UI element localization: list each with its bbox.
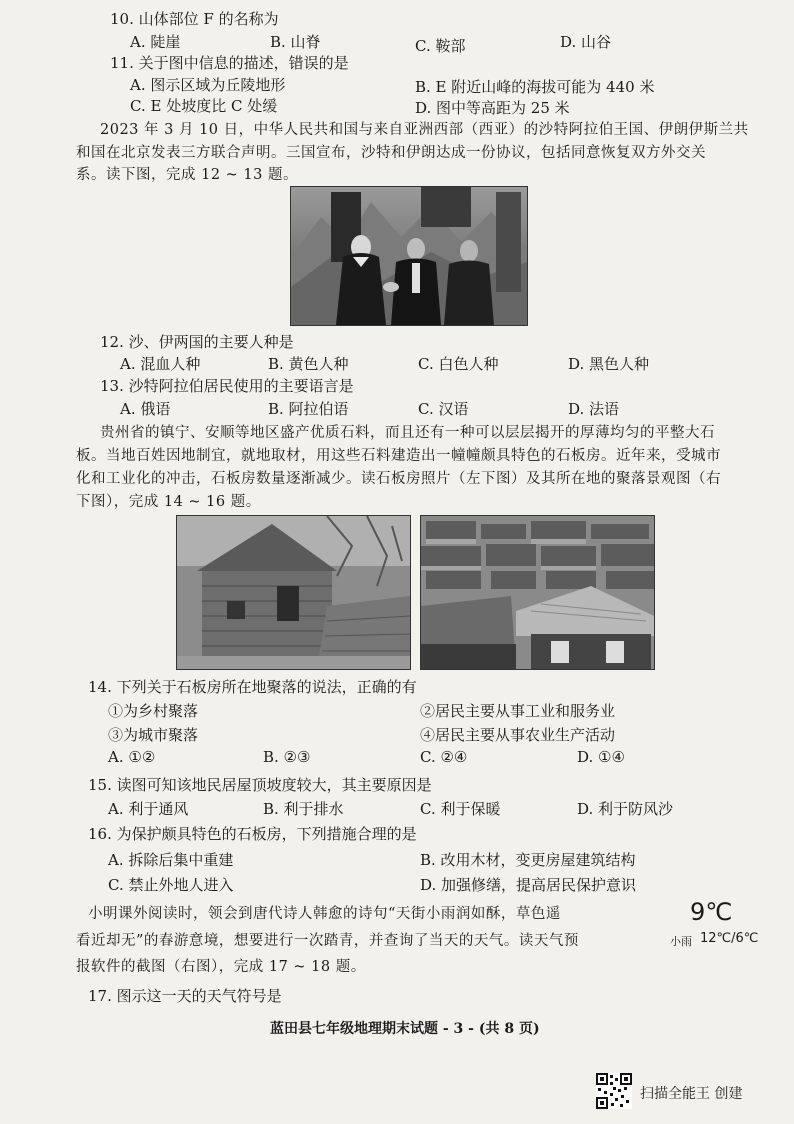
q10-option-b: B. 山脊 bbox=[270, 33, 321, 51]
q14-option-b: B. ②③ bbox=[263, 748, 311, 766]
q13-option-d: D. 法语 bbox=[568, 400, 620, 418]
passage3-line-3: 报软件的截图（右图），完成 17 ~ 18 题。 bbox=[76, 959, 366, 975]
weather-range: 12℃/6℃ bbox=[700, 931, 759, 946]
q12-stem: 12. 沙、伊两国的主要人种是 bbox=[100, 333, 294, 351]
q10-option-a: A. 陡崖 bbox=[130, 33, 181, 51]
q13-option-c: C. 汉语 bbox=[418, 400, 469, 418]
weather-description: 小雨 bbox=[670, 935, 692, 948]
q14-item-1: ①为乡村聚落 bbox=[108, 702, 199, 720]
q14-option-d: D. ①④ bbox=[577, 748, 625, 766]
q13-option-b: B. 阿拉伯语 bbox=[268, 400, 349, 418]
q12-option-d: D. 黑色人种 bbox=[568, 355, 650, 373]
passage1-line-3: 系。读下图，完成 12 ~ 13 题。 bbox=[76, 167, 298, 183]
passage2-line-4: 下图），完成 14 ~ 16 题。 bbox=[76, 494, 261, 510]
q11-option-a: A. 图示区域为丘陵地形 bbox=[130, 76, 286, 94]
q11-option-d: D. 图中等高距为 25 米 bbox=[415, 99, 570, 117]
q12-option-b: B. 黄色人种 bbox=[268, 355, 349, 373]
q15-option-d: D. 利于防风沙 bbox=[577, 800, 674, 818]
passage2-line-1: 贵州省的镇宁、安顺等地区盛产优质石料，而且还有一种可以层层揭开的厚薄均匀的平整大石 bbox=[100, 425, 715, 441]
diplomats-photo bbox=[290, 186, 528, 326]
q11-option-b: B. E 附近山峰的海拔可能为 440 米 bbox=[415, 78, 655, 96]
passage1-line-2: 和国在北京发表三方联合声明。三国宣布，沙特和伊朗达成一份协议，包括同意恢复双方外交关 bbox=[76, 145, 706, 161]
weather-temperature: 9℃ bbox=[690, 898, 733, 926]
passage2-line-3: 化和工业化的冲击，石板房数量逐渐减少。读石板房照片（左下图）及其所在地的聚落景观图（右 bbox=[76, 471, 721, 487]
village-landscape-photo bbox=[420, 515, 655, 670]
passage3-line-1: 小明课外阅读时，领会到唐代诗人韩愈的诗句“天街小雨润如酥，草色遥 bbox=[88, 906, 561, 922]
q10-stem: 10. 山体部位 F 的名称为 bbox=[110, 10, 279, 28]
q14-item-4: ④居民主要从事农业生产活动 bbox=[420, 726, 616, 744]
q12-option-a: A. 混血人种 bbox=[120, 355, 201, 373]
stone-house-photo bbox=[176, 515, 411, 670]
q11-stem: 11. 关于图中信息的描述，错误的是 bbox=[110, 54, 349, 72]
q13-stem: 13. 沙特阿拉伯居民使用的主要语言是 bbox=[100, 377, 354, 395]
passage3-line-2: 看近却无”的春游意境，想要进行一次踏青，并查询了当天的天气。读天气预 bbox=[76, 933, 579, 949]
q16-option-a: A. 拆除后集中重建 bbox=[108, 851, 234, 869]
q10-option-c: C. 鞍部 bbox=[415, 37, 466, 55]
q16-stem: 16. 为保护颇具特色的石板房，下列措施合理的是 bbox=[88, 825, 417, 843]
q14-option-a: A. ①② bbox=[108, 748, 156, 766]
q12-option-c: C. 白色人种 bbox=[418, 355, 499, 373]
scanner-watermark-label: 扫描全能王 创建 bbox=[640, 1086, 743, 1102]
q15-option-c: C. 利于保暖 bbox=[420, 800, 501, 818]
q14-stem: 14. 下列关于石板房所在地聚落的说法，正确的有 bbox=[88, 678, 417, 696]
page-footer: 蓝田县七年级地理期末试题 - 3 - (共 8 页) bbox=[270, 1021, 540, 1037]
q15-option-b: B. 利于排水 bbox=[263, 800, 344, 818]
q15-stem: 15. 读图可知该地民居屋顶坡度较大，其主要原因是 bbox=[88, 776, 432, 794]
q15-option-a: A. 利于通风 bbox=[108, 800, 189, 818]
passage1-line-1: 2023 年 3 月 10 日，中华人民共和国与来自亚洲西部（西亚）的沙特阿拉伯王国、伊朗伊斯兰共 bbox=[100, 122, 749, 138]
q14-item-2: ②居民主要从事工业和服务业 bbox=[420, 702, 616, 720]
q14-item-3: ③为城市聚落 bbox=[108, 726, 199, 744]
q11-option-c: C. E 处坡度比 C 处缓 bbox=[130, 97, 278, 115]
q16-option-d: D. 加强修缮，提高居民保护意识 bbox=[420, 876, 637, 894]
q16-option-c: C. 禁止外地人进入 bbox=[108, 876, 234, 894]
q10-option-d: D. 山谷 bbox=[560, 33, 612, 51]
q14-option-c: C. ②④ bbox=[420, 748, 468, 766]
q16-option-b: B. 改用木材，变更房屋建筑结构 bbox=[420, 851, 636, 869]
qr-code-icon bbox=[596, 1073, 632, 1109]
passage2-line-2: 板。当地百姓因地制宜，就地取材，用这些石料建造出一幢幢颇具特色的石板房。近年来，受城市 bbox=[76, 448, 721, 464]
q17-stem: 17. 图示这一天的天气符号是 bbox=[88, 987, 282, 1005]
q13-option-a: A. 俄语 bbox=[120, 400, 171, 418]
